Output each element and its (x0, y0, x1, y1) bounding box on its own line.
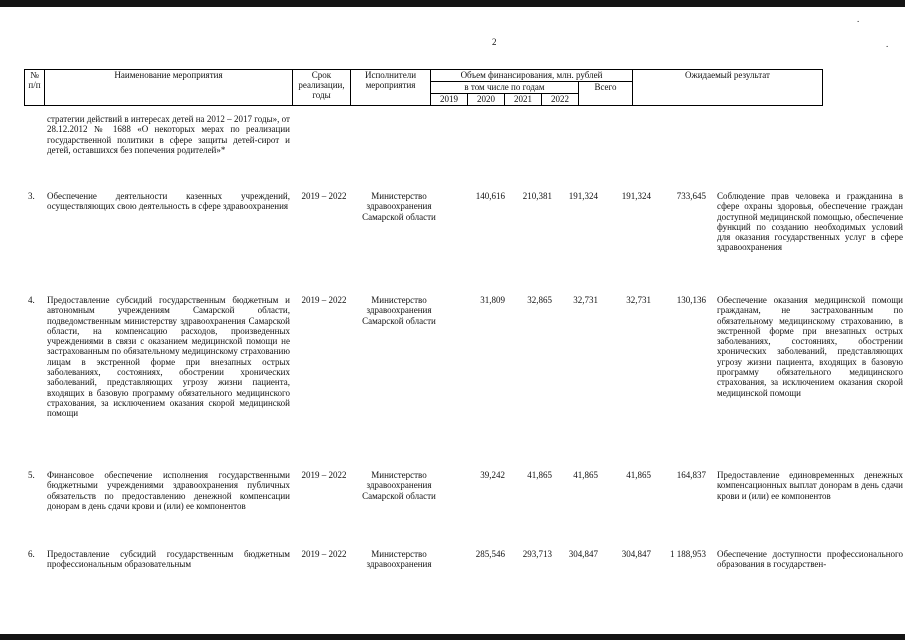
value-2022: 41,865 (626, 470, 651, 480)
row-executor: Министерство здравоохранения Самарской области (362, 191, 436, 222)
row-result: Обеспечение оказания медицинской помощи гражданам, не застрахованным по обязательному медицинскому страхованию, в экстренной форме при внезапных острых заболеваниях, состояниях, обострении хронических заболеваний, представляющих угрозу жизни пациента, входящих в базовую программу обязательного медицинского страхования, за исключением оказания скорой медицинской помощи (717, 295, 903, 398)
value-2020: 210,381 (522, 191, 552, 201)
value-total: 1 188,953 (670, 549, 706, 559)
row-term: 2019 – 2022 (301, 295, 347, 305)
row-executor: Министерство здравоохранения Самарской области (362, 295, 436, 326)
table-header (24, 69, 823, 106)
value-2022: 191,324 (621, 191, 651, 201)
value-2021: 191,324 (568, 191, 598, 201)
scan-speck: . (857, 14, 860, 24)
value-2022: 304,847 (621, 549, 651, 559)
header-executors: Исполнители мероприятия (351, 70, 431, 106)
row-result: Обеспечение доступности профессионального образования в государствен- (717, 549, 903, 570)
scan-edge-bottom (0, 634, 905, 640)
header-funding: Объем финансирования, млн. рублей (431, 70, 633, 82)
header-term: Срок реализации, годы (293, 70, 351, 106)
value-total: 164,837 (676, 470, 706, 480)
value-2022: 32,731 (626, 295, 651, 305)
value-2020: 293,713 (522, 549, 552, 559)
value-2021: 32,731 (573, 295, 598, 305)
scan-edge-top (0, 0, 905, 7)
value-2020: 41,865 (527, 470, 552, 480)
header-year: 2022 (542, 94, 579, 106)
row-number: 5. (28, 470, 35, 480)
header-by-years: в том числе по годам (431, 82, 579, 94)
value-2019: 285,546 (475, 549, 505, 559)
header-year: 2020 (468, 94, 505, 106)
header-total: Всего (579, 82, 633, 106)
row-executor: Министерство здравоохранения Самарской области (362, 470, 436, 501)
continuation-text: стратегии действий в интересах детей на 2012 – 2017 годы», от 28.12.2012 № 1688 «О некоторых мерах по реализации государственной политики в сфере защиты детей-сирот и детей, оставшихся без попечения родителей»* (47, 114, 290, 155)
value-total: 733,645 (676, 191, 706, 201)
header-result: Ожидаемый результат (633, 70, 823, 106)
value-2019: 31,809 (480, 295, 505, 305)
header-year: 2021 (505, 94, 542, 106)
header-name: Наименование мероприятия (45, 70, 293, 106)
row-name: Предоставление субсидий государственным бюджетным профессиональным образовательным (47, 549, 290, 570)
row-result: Соблюдение прав человека и гражданина в сфере охраны здоровья, обеспечение граждан доступной медицинской помощью, обеспечение функций по созданию необходимых условий для оказания государственных услуг в сфере здравоохранения (717, 191, 903, 253)
value-total: 130,136 (676, 295, 706, 305)
value-2021: 304,847 (568, 549, 598, 559)
scan-speck: . (886, 39, 889, 49)
header-year: 2019 (431, 94, 468, 106)
row-term: 2019 – 2022 (301, 549, 347, 559)
row-name: Обеспечение деятельности казенных учреждений, осуществляющих свою деятельность в сфере здравоохранения (47, 191, 290, 212)
row-executor: Министерство здравоохранения (366, 549, 432, 570)
row-number: 6. (28, 549, 35, 559)
value-2021: 41,865 (573, 470, 598, 480)
value-2020: 32,865 (527, 295, 552, 305)
row-term: 2019 – 2022 (301, 191, 347, 201)
row-name: Предоставление субсидий государственным бюджетным и автономным учреждениям Самарской области, подведомственным министерству здравоохранения Самарской области, на компенсацию расходов, произведенных учреждениями в связи с оказанием медицинской помощи не застрахованным по обязательному медицинскому страхованию лицам в экстренной форме при внезапных острых заболеваниях, состояниях, обострении хронических заболеваний, представляющих угрозу жизни пациента, входящих в базовую программу обязательного медицинского страхования, за исключением оказания скорой медицинской помощи (47, 295, 290, 419)
row-number: 4. (28, 295, 35, 305)
header-no: № п/п (25, 70, 45, 106)
row-number: 3. (28, 191, 35, 201)
value-2019: 39,242 (480, 470, 505, 480)
value-2019: 140,616 (475, 191, 505, 201)
row-result: Предоставление единовременных денежных компенсационных выплат донорам в день сдачи крови и (или) ее компонентов (717, 470, 903, 501)
row-name: Финансовое обеспечение исполнения государственными бюджетными учреждениями здравоохранения публичных обязательств по предоставлению денежной компенсации донорам в день сдачи крови и (или) ее компонентов (47, 470, 290, 511)
page-number: 2 (492, 37, 497, 47)
row-term: 2019 – 2022 (301, 470, 347, 480)
